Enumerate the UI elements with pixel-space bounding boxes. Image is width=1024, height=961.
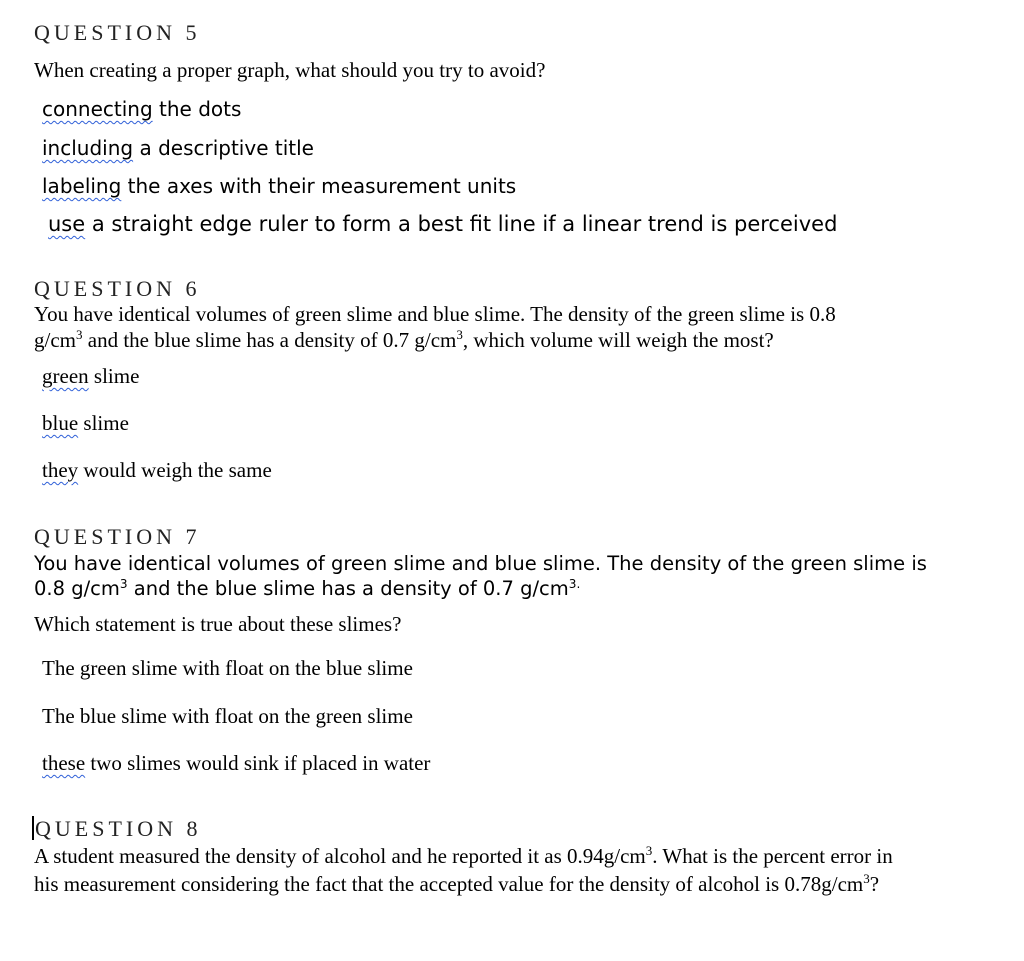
question-5-prompt: When creating a proper graph, what should you try to avoid? [34,58,546,82]
question-7-line-1: You have identical volumes of green slime and blue slime. The density of the green slime is [34,552,927,575]
question-5-heading: QUESTION 5 [34,20,201,45]
q5-option-2[interactable] [42,136,314,160]
question-6-line-1: You have identical volumes of green slime and blue slime. The density of the green slime is 0.8 [34,302,836,326]
spellcheck-flagged-word: they [42,458,79,482]
spellcheck-flagged-word: these [42,751,86,775]
question-7-heading: QUESTION 7 [34,524,201,549]
q6-option-3[interactable] [42,458,272,483]
option-text: slime [88,364,140,388]
option-text: would weigh the same [78,458,272,482]
question-6-line-2: $g/cm^3$ and the blue slime has a density of 0.7 $g/cm^3$, which volume will weigh the most? [34,327,774,352]
option-text: slime [78,411,129,435]
question-6-heading: QUESTION 6 [34,276,201,301]
spellcheck-flagged-word: connecting [42,97,153,121]
option-text: a descriptive title [133,136,314,160]
option-text: The blue slime with float on the green slime [42,704,413,728]
option-text: the axes with their measurement units [121,174,517,198]
spellcheck-flagged-word: including [42,136,134,160]
option-text: two slimes would sink if placed in water [85,751,431,775]
spellcheck-flagged-word: green [42,364,89,388]
option-text: a straight edge ruler to form a best fit line if a linear trend is perceived [85,212,838,236]
question-8-line-1: A student measured the density of alcohol and he reported it as $0.94g/cm^3$. What is the percent error in [34,843,893,868]
q7-option-2[interactable] [42,704,413,729]
q6-option-2[interactable] [42,411,129,436]
q5-option-3[interactable] [42,174,516,198]
spellcheck-flagged-word: use [48,212,86,236]
question-7-prompt: Which statement is true about these slimes? [34,612,402,636]
question-7-line-2: 0.8 $g/cm^3$ and the blue slime has a density of 0.7 $g/cm^{3.}$ [34,576,581,600]
spellcheck-flagged-word: labeling [42,174,122,198]
question-8-heading: QUESTION 8 [32,816,202,842]
q5-option-1[interactable] [42,97,241,121]
spellcheck-flagged-word: blue [42,411,79,435]
question-8-line-2: his measurement considering the fact that the accepted value for the density of alcohol is $0.78g/cm^3$? [34,871,880,896]
text-cursor [32,816,34,840]
q7-option-3[interactable] [42,751,430,776]
option-text: The green slime with float on the blue slime [42,656,413,680]
q6-option-1[interactable] [42,364,139,389]
q5-option-4[interactable] [48,212,837,236]
option-text: the dots [152,97,242,121]
q7-option-1[interactable] [42,656,413,681]
